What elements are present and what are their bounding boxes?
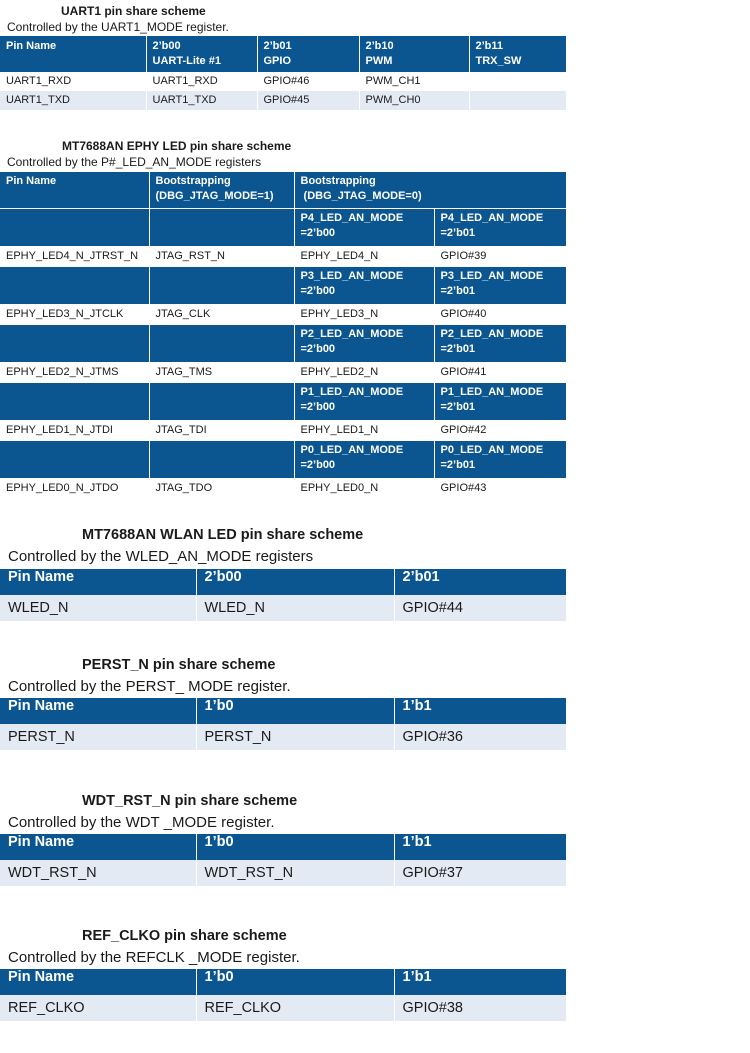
perst-header: 1’b1 (394, 698, 566, 724)
table-row (0, 478, 566, 499)
ephy-mode-row (0, 383, 566, 420)
table-cell: WDT_RST_N (0, 860, 196, 886)
table-cell: PERST_N (196, 724, 394, 750)
ephy-mode-row (0, 441, 566, 478)
ephy-title: MT7688AN EPHY LED pin share scheme (62, 139, 292, 153)
uart1-table (0, 36, 566, 110)
table-cell: EPHY_LED3_N (294, 304, 434, 325)
table-cell: REF_CLKO (196, 995, 394, 1021)
table-cell: PERST_N (0, 724, 196, 750)
wdt-header-row (0, 834, 566, 860)
table-row (0, 724, 566, 750)
table-cell: GPIO#37 (394, 860, 566, 886)
refclk-header: 1’b0 (196, 969, 394, 995)
table-row (0, 246, 566, 267)
ephy-mode-blank (0, 267, 149, 304)
wdt-header: 1’b1 (394, 834, 566, 860)
wdt-header: 1’b0 (196, 834, 394, 860)
ephy-mode-a: P1_LED_AN_MODE =2’b00 (294, 383, 434, 420)
uart1-title: UART1 pin share scheme (61, 4, 206, 18)
table-cell: EPHY_LED3_N_JTCLK (0, 304, 149, 325)
perst-header: Pin Name (0, 698, 196, 724)
refclk-title: REF_CLKO pin share scheme (82, 928, 287, 944)
refclk-header: 1’b1 (394, 969, 566, 995)
table-row (0, 860, 566, 886)
table-cell: EPHY_LED2_N_JTMS (0, 362, 149, 383)
wdt-subtitle: Controlled by the WDT _MODE register. (8, 814, 275, 831)
table-cell: JTAG_CLK (149, 304, 294, 325)
table-cell: UART1_RXD (0, 72, 146, 91)
refclk-header: Pin Name (0, 969, 196, 995)
ephy-table (0, 172, 566, 208)
table-cell: UART1_TXD (146, 91, 257, 110)
table-cell: EPHY_LED4_N (294, 246, 434, 267)
ephy-mode-a: P4_LED_AN_MODE =2’b00 (294, 209, 434, 246)
table-cell: EPHY_LED1_N_JTDI (0, 420, 149, 441)
wlan-header: Pin Name (0, 569, 196, 595)
ephy-mode-a: P0_LED_AN_MODE =2’b00 (294, 441, 434, 478)
uart1-header: 2’b10 PWM (359, 36, 469, 72)
ephy-mode-a: P2_LED_AN_MODE =2’b00 (294, 325, 434, 362)
ephy-mode-row (0, 325, 566, 362)
table-cell: GPIO#45 (257, 91, 359, 110)
ephy-mode-blank (0, 325, 149, 362)
wlan-header: 2’b00 (196, 569, 394, 595)
wlan-subtitle: Controlled by the WLED_AN_MODE registers (8, 548, 314, 565)
wdt-title: WDT_RST_N pin share scheme (82, 793, 298, 809)
perst-table (0, 698, 566, 750)
ephy-mode-blank (149, 267, 294, 304)
ephy-mode-blank (0, 441, 149, 478)
table-cell: UART1_RXD (146, 72, 257, 91)
wdt-header: Pin Name (0, 834, 196, 860)
table-cell: GPIO#38 (394, 995, 566, 1021)
table-cell (469, 91, 566, 110)
table-cell: JTAG_TMS (149, 362, 294, 383)
table-cell: JTAG_RST_N (149, 246, 294, 267)
ephy-mode-a: P3_LED_AN_MODE =2’b00 (294, 267, 434, 304)
table-cell: EPHY_LED1_N (294, 420, 434, 441)
table-cell: GPIO#40 (434, 304, 566, 325)
table-cell: PWM_CH0 (359, 91, 469, 110)
perst-title: PERST_N pin share scheme (82, 657, 276, 673)
ephy-header-boot1: Bootstrapping (DBG_JTAG_MODE=1) (149, 172, 294, 208)
ephy-header-boot0: Bootstrapping (DBG_JTAG_MODE=0) (294, 172, 566, 208)
table-cell: EPHY_LED4_N_JTRST_N (0, 246, 149, 267)
uart1-header-row (0, 36, 566, 72)
table-cell: WLED_N (196, 595, 394, 621)
table-cell: GPIO#41 (434, 362, 566, 383)
table-cell: EPHY_LED0_N_JTDO (0, 478, 149, 499)
table-cell: GPIO#42 (434, 420, 566, 441)
table-cell: REF_CLKO (0, 995, 196, 1021)
wdt-table (0, 834, 566, 886)
table-cell: WLED_N (0, 595, 196, 621)
table-row (0, 362, 566, 383)
refclk-header-row (0, 969, 566, 995)
uart1-header: 2’b01 GPIO (257, 36, 359, 72)
perst-header: 1’b0 (196, 698, 394, 724)
table-row (0, 91, 566, 110)
uart1-header: 2’b11 TRX_SW (469, 36, 566, 72)
table-row (0, 595, 566, 621)
ephy-mode-blank (149, 325, 294, 362)
ephy-header-pin: Pin Name (0, 172, 149, 208)
table-cell: PWM_CH1 (359, 72, 469, 91)
wlan-table (0, 569, 566, 621)
table-row (0, 304, 566, 325)
uart1-subtitle: Controlled by the UART1_MODE register. (7, 20, 229, 34)
table-cell: GPIO#39 (434, 246, 566, 267)
ephy-mode-row (0, 209, 566, 246)
table-cell: JTAG_TDI (149, 420, 294, 441)
table-cell: WDT_RST_N (196, 860, 394, 886)
wlan-title: MT7688AN WLAN LED pin share scheme (82, 527, 364, 543)
ephy-mode-b: P0_LED_AN_MODE =2’b01 (434, 441, 566, 478)
ephy-mode-blank (149, 209, 294, 246)
wlan-header-row (0, 569, 566, 595)
table-cell (469, 72, 566, 91)
uart1-header: Pin Name (0, 36, 146, 72)
table-row (0, 420, 566, 441)
ephy-subtitle: Controlled by the P#_LED_AN_MODE registers (7, 155, 262, 169)
table-cell: UART1_TXD (0, 91, 146, 110)
ephy-body-table (0, 209, 566, 499)
table-cell: EPHY_LED2_N (294, 362, 434, 383)
perst-subtitle: Controlled by the PERST_ MODE register. (8, 678, 291, 695)
refclk-subtitle: Controlled by the REFCLK _MODE register. (8, 949, 300, 966)
ephy-mode-b: P3_LED_AN_MODE =2’b01 (434, 267, 566, 304)
refclk-table (0, 969, 566, 1021)
ephy-mode-b: P1_LED_AN_MODE =2’b01 (434, 383, 566, 420)
table-cell: GPIO#43 (434, 478, 566, 499)
ephy-mode-blank (0, 383, 149, 420)
table-cell: GPIO#46 (257, 72, 359, 91)
ephy-mode-b: P4_LED_AN_MODE =2’b01 (434, 209, 566, 246)
ephy-header-row (0, 172, 566, 208)
ephy-mode-blank (149, 383, 294, 420)
wlan-header: 2’b01 (394, 569, 566, 595)
table-row (0, 72, 566, 91)
perst-header-row (0, 698, 566, 724)
ephy-mode-blank (149, 441, 294, 478)
ephy-mode-blank (0, 209, 149, 246)
table-cell: JTAG_TDO (149, 478, 294, 499)
ephy-mode-b: P2_LED_AN_MODE =2’b01 (434, 325, 566, 362)
table-cell: EPHY_LED0_N (294, 478, 434, 499)
uart1-header: 2’b00 UART-Lite #1 (146, 36, 257, 72)
table-row (0, 995, 566, 1021)
table-cell: GPIO#44 (394, 595, 566, 621)
ephy-mode-row (0, 267, 566, 304)
table-cell: GPIO#36 (394, 724, 566, 750)
